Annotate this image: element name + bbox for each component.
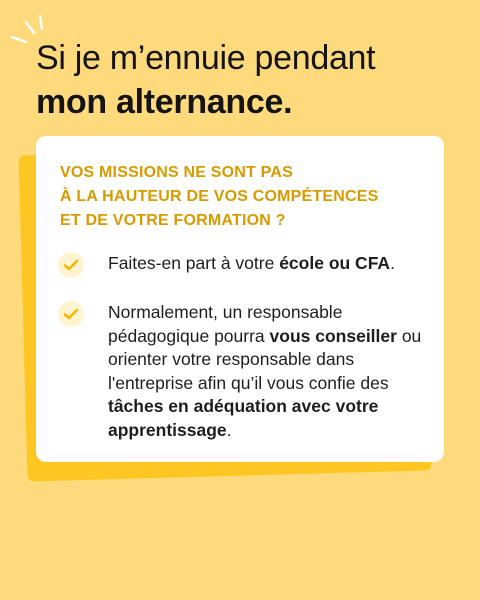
item-text-segment: .	[226, 419, 232, 440]
item-text-segment: ou orienter votre responsable dans l'entreprise afin qu’il vous confie des	[108, 325, 422, 393]
item-text	[108, 301, 426, 443]
item-text	[108, 252, 426, 276]
item-text-bold: tâches en adéquation avec votre apprentissage	[108, 396, 379, 440]
item-text-segment: Normalement, un responsable pédagogique pourra	[108, 302, 343, 346]
item-text-bold: vous conseiller	[269, 325, 397, 346]
page-title	[36, 36, 375, 124]
title-line-2: mon alternance.	[36, 83, 293, 121]
card-heading: VOS MISSIONS NE SONT PAS À LA HAUTEUR DE VOS COMPÉTENCES ET DE VOTRE FORMATION ?	[60, 164, 379, 229]
item-text-segment: .	[390, 253, 395, 273]
info-card	[36, 136, 444, 462]
item-text-segment: Faites-en part à votre	[108, 253, 280, 273]
check-icon	[58, 252, 84, 278]
check-icon	[58, 301, 84, 327]
item-text-bold: école ou CFA	[279, 253, 391, 273]
title-line-1: Si je m’ennuie pendant	[36, 39, 376, 77]
